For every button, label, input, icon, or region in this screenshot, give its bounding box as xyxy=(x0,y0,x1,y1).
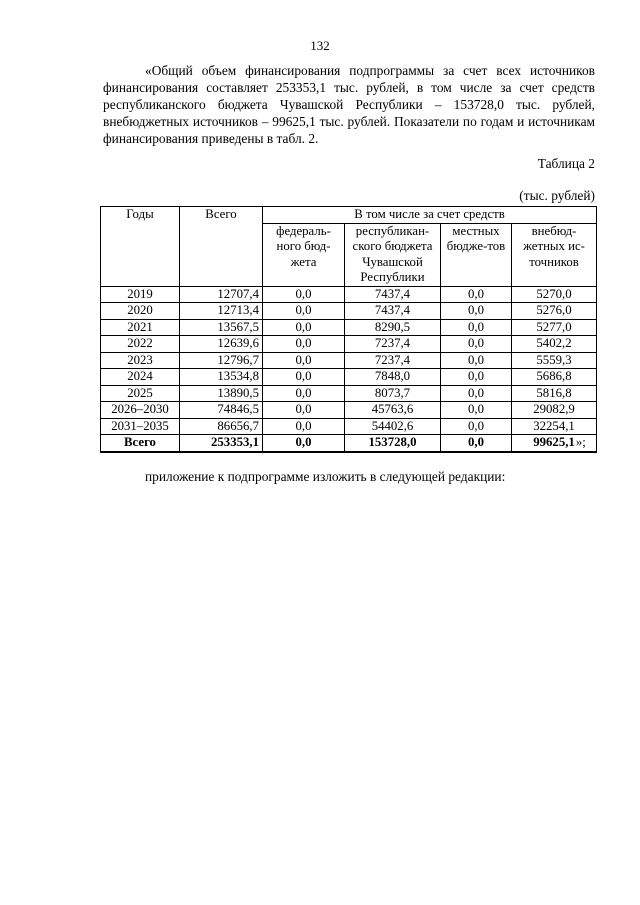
cell-federal: 0,0 xyxy=(263,352,345,369)
cell-federal: 0,0 xyxy=(263,418,345,435)
cell-offbudget: 5402,2 xyxy=(512,336,597,353)
page-number: 132 xyxy=(310,38,330,53)
table-units: (тыс. рублей) xyxy=(519,188,595,203)
cell-total: 12707,4 xyxy=(180,286,263,303)
cell-total: 12713,4 xyxy=(180,303,263,320)
financing-table xyxy=(100,206,597,453)
cell-federal: 0,0 xyxy=(263,402,345,419)
total-offbudget-value: 99625,1 xyxy=(533,435,575,449)
cell-republic: 7437,4 xyxy=(345,303,441,320)
cell-year: 2031–2035 xyxy=(101,418,180,435)
cell-year: 2020 xyxy=(101,303,180,320)
total-cell-year xyxy=(101,435,180,452)
cell-federal: 0,0 xyxy=(263,286,345,303)
total-local-value: 0,0 xyxy=(468,435,484,449)
table-row xyxy=(101,319,597,336)
cell-year: 2025 xyxy=(101,385,180,402)
cell-total: 86656,7 xyxy=(180,418,263,435)
cell-total: 13534,8 xyxy=(180,369,263,386)
cell-local: 0,0 xyxy=(441,402,512,419)
table-row xyxy=(101,402,597,419)
cell-local: 0,0 xyxy=(441,286,512,303)
header-federal: федераль-ного бюд-жета xyxy=(263,223,345,286)
cell-republic: 45763,6 xyxy=(345,402,441,419)
header-sources-group: В том числе за счет средств xyxy=(263,207,597,224)
table-row xyxy=(101,352,597,369)
cell-local: 0,0 xyxy=(441,352,512,369)
cell-total: 13567,5 xyxy=(180,319,263,336)
cell-republic: 7237,4 xyxy=(345,336,441,353)
table-row xyxy=(101,286,597,303)
cell-federal: 0,0 xyxy=(263,319,345,336)
table-row xyxy=(101,385,597,402)
cell-local: 0,0 xyxy=(441,369,512,386)
cell-federal: 0,0 xyxy=(263,336,345,353)
table-body xyxy=(101,286,597,452)
cell-total: 12639,6 xyxy=(180,336,263,353)
cell-offbudget: 5270,0 xyxy=(512,286,597,303)
cell-total: 12796,7 xyxy=(180,352,263,369)
cell-local: 0,0 xyxy=(441,336,512,353)
total-federal-value: 0,0 xyxy=(295,435,312,449)
cell-federal: 0,0 xyxy=(263,385,345,402)
header-republic: республикан-ского бюджета Чувашской Республики xyxy=(345,223,441,286)
table-row xyxy=(101,369,597,386)
cell-total: 74846,5 xyxy=(180,402,263,419)
header-offbudget: внебюд-жетных ис-точников xyxy=(512,223,597,286)
header-total: Всего xyxy=(180,207,263,287)
cell-republic: 7237,4 xyxy=(345,352,441,369)
cell-republic: 7437,4 xyxy=(345,286,441,303)
total-cell-federal xyxy=(263,435,345,452)
cell-republic: 54402,6 xyxy=(345,418,441,435)
table-row xyxy=(101,303,597,320)
cell-republic: 7848,0 xyxy=(345,369,441,386)
cell-year: 2019 xyxy=(101,286,180,303)
cell-local: 0,0 xyxy=(441,319,512,336)
total-total-value: 253353,1 xyxy=(211,435,259,449)
closing-text: приложение к подпрограмме изложить в следующей редакции: xyxy=(145,469,506,484)
cell-republic: 8073,7 xyxy=(345,385,441,402)
cell-year: 2021 xyxy=(101,319,180,336)
header-years: Годы xyxy=(101,207,180,287)
cell-republic: 8290,5 xyxy=(345,319,441,336)
cell-offbudget: 29082,9 xyxy=(512,402,597,419)
cell-offbudget: 5686,8 xyxy=(512,369,597,386)
header-local: местных бюдже-тов xyxy=(441,223,512,286)
cell-year: 2022 xyxy=(101,336,180,353)
cell-offbudget: 5276,0 xyxy=(512,303,597,320)
table-header-row xyxy=(101,207,597,224)
table-row xyxy=(101,336,597,353)
table-row xyxy=(101,418,597,435)
cell-year: 2023 xyxy=(101,352,180,369)
cell-offbudget: 5816,8 xyxy=(512,385,597,402)
table-caption: Таблица 2 xyxy=(537,156,595,171)
total-year-value: Всего xyxy=(124,435,156,449)
cell-total: 13890,5 xyxy=(180,385,263,402)
total-row-suffix: »; xyxy=(575,435,586,449)
total-cell-offbudget xyxy=(512,435,597,452)
cell-year: 2024 xyxy=(101,369,180,386)
total-republic-value: 153728,0 xyxy=(368,435,417,449)
cell-local: 0,0 xyxy=(441,418,512,435)
cell-offbudget: 5277,0 xyxy=(512,319,597,336)
cell-year: 2026–2030 xyxy=(101,402,180,419)
total-cell-local xyxy=(441,435,512,452)
cell-federal: 0,0 xyxy=(263,303,345,320)
cell-federal: 0,0 xyxy=(263,369,345,386)
cell-offbudget: 5559,3 xyxy=(512,352,597,369)
intro-paragraph: «Общий объем финансирования подпрограммы за счет всех источников финансирования составляет 253353,1 тыс. рублей, в том числе за счет средств республиканского бюджета Чувашской Республики – 153728,0 тыс. рублей, внебюджетных источников – 99625,1 тыс. рублей. Показатели по годам и источникам финансирования приведены в табл. 2. xyxy=(103,63,595,146)
cell-offbudget: 32254,1 xyxy=(512,418,597,435)
cell-local: 0,0 xyxy=(441,303,512,320)
cell-local: 0,0 xyxy=(441,385,512,402)
total-cell-total xyxy=(180,435,263,452)
table-total-row xyxy=(101,435,597,452)
total-cell-republic xyxy=(345,435,441,452)
